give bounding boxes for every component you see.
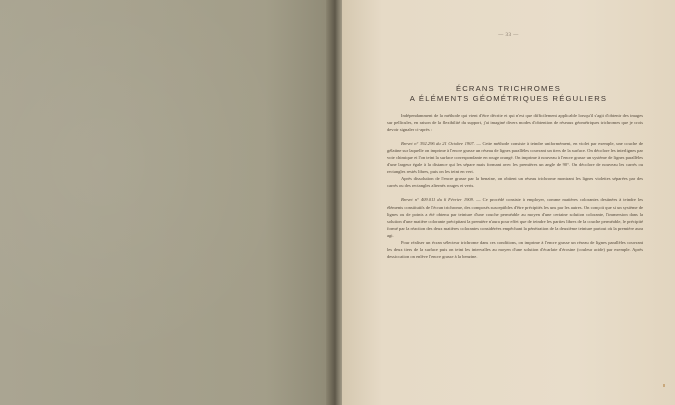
blank-left-page <box>0 0 332 405</box>
patent-2-text: — Ce procédé consiste à employer, comme matières colorantes destinées à teindre les éléments constitutifs de l'écran trichrome, des composés susceptibles d'être précipités les uns par les autres. On conçoit que si un système de lignes ou de points a été obtenu par teinture d'une couche perméable au moyen d'une certaine solution colorante, l'immersion dans la solution d'une matière colorante précipitant la première n'aura pour effet que de teindre les parties libres de la couche perméable, le précipité formé par la réaction des deux matières colorantes considérées empêchant la pénétration de la deuxième teinture partout où la première aura agi. <box>387 197 643 238</box>
text-page <box>342 0 675 405</box>
page-corner-mark <box>663 384 665 387</box>
patent-1-text: — Cette méthode consiste à teindre uniformément, en violet par exemple, une couche de gélatine sur laquelle on imprime à l'encre grasse un réseau de lignes parallèles couvrant un tiers de la surface. On décolore les interlignes par voie chimique et l'on teint la surface correspondante en rouge orangé. On imprime à nouveau à l'encre grasse un système de lignes parallèles d'une largeur égale à la distance qui les sépare mais formant avec les premières un angle de 90°. On décolore de nouveau les carrés ou rectangles restés libres, puis on les teint en vert. <box>387 141 643 175</box>
patent-1-continuation: Après dissolution de l'encre grasse par la benzine, on obtient un réseau trichrome montrant les lignes violettes séparées par des carrés ou des rectangles alternés rouges et verts. <box>387 176 643 189</box>
patent-1-paragraph <box>387 140 643 175</box>
patent-1-reference: Brevet n° 392.296 du 21 Octobre 1907. <box>401 141 475 147</box>
body-text <box>387 112 643 260</box>
patent-2-paragraph <box>387 196 643 238</box>
patent-2-continuation: Pour réaliser un écran sélecteur trichrome dans ces conditions, on imprime à l'encre grasse un réseau de lignes parallèles couvrant les deux tiers de la surface puis on teint les intervalles au moyen d'une solution d'écarlate d'érosine (couleur acide) par exemple. Après dessiccation on enlève l'encre grasse à la benzine. <box>387 239 643 259</box>
intro-paragraph: Indépendamment de la méthode qui vient d'être décrite et qui n'est que difficilement applicable lorsqu'il s'agit d'obtenir des images sur pellicules, en raison de la flexibilité du support, j'ai imaginé divers modes d'obtention de réseaux géométriques trichromes que je crois devoir signaler ci-après : <box>387 113 643 133</box>
page-title <box>342 84 675 104</box>
title-line-2: A ÉLÉMENTS GÉOMÉTRIQUES RÉGULIERS <box>409 94 608 103</box>
title-line-1: ÉCRANS TRICHROMES <box>455 84 562 93</box>
patent-2-reference: Brevet n° 409.011 du 6 Février 1909. <box>401 197 475 203</box>
page-number: — 33 — <box>498 33 519 38</box>
